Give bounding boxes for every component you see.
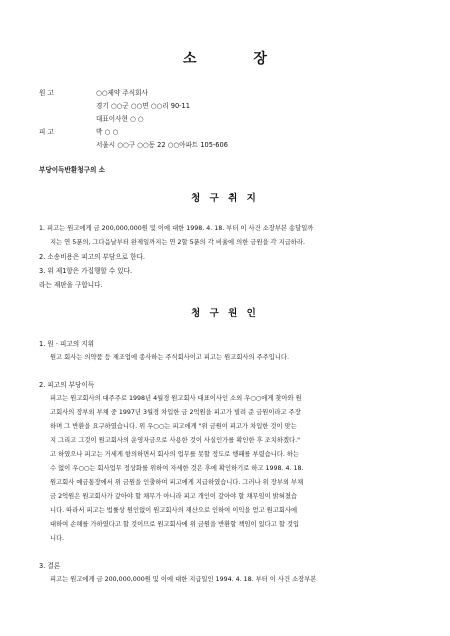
section-line: 대하여 손해를 가하였다고 할 것이므로 원고회사에 위 금원을 반환할 책임이 있다고 할 것입	[50, 521, 300, 528]
claim-line: 라는 재판을 구합니다.	[39, 281, 103, 289]
section-line: 지 그리고 그것이 원고회사의 운영자금으로 사용한 것이 사실인가를 확인한 후 조치하겠다."	[50, 437, 300, 444]
section-line: 니다. 따라서 피고는 법률상 원인없이 원고회사의 재산으로 인하여 이익을 얻고 원고회사에	[50, 507, 298, 514]
plaintiff-address: 경기 ○○군 ○○면 ○○리 90-11	[96, 102, 190, 110]
defendant-name: 박 ○ ○	[96, 128, 119, 136]
plaintiff-representative: 대표이사현 ○ ○	[96, 115, 144, 123]
defendant-address: 서울시 ○○구 ○○동 22 ○○아파트 105-606	[96, 141, 228, 149]
section-line: 피고는 원고에게 금 200,000,000원 및 이에 대한 지급일인 1994. 4. 18. 부터 이 사건 소장부본	[50, 576, 317, 583]
section-line: 수 없이 우○○는 회사업무 정상화를 위하여 자세한 것은 후에 확인하기로 하고 1998. 4. 18.	[50, 465, 304, 472]
cause-heading: 청 구 원 인	[191, 308, 259, 319]
section-heading: 2. 피고의 부당이득	[39, 381, 95, 389]
section-heading: 1. 원 · 피고의 지위	[39, 340, 94, 348]
defendant-label: 피 고	[39, 128, 54, 136]
case-name: 부당이득반환청구의 소	[39, 166, 105, 174]
plaintiff-label: 원 고	[39, 89, 54, 97]
section-line: 피고는 원고회사의 대주주로 1998년 4월경 원고회사 대표이사인 소외 우○○에게 찾아와 원	[50, 395, 302, 402]
section-heading: 3. 결론	[39, 562, 61, 570]
section-line: 니다.	[50, 535, 65, 542]
section-line: 원고회사 예금통장에서 위 금원을 인출하여 피고에게 지급하였습니다. 그러나 위 장부외 부채	[50, 479, 304, 486]
document-title: 소 장	[183, 51, 293, 67]
claim-line: 1. 피고는 원고에게 금 200,000,000원 및 이에 대한 1998. 4. 18. 부터 이 사건 소장부본 송달일까	[39, 225, 314, 232]
section-line: 하며 그 반환을 요구하였습니다. 위 우○○는 피고에게 "위 금원이 피고가 차입한 것이 맞는	[50, 423, 297, 430]
claim-line: 2. 소송비용은 피고의 부담으로 한다.	[39, 253, 145, 261]
section-line: 금 2억원은 원고회사가 갚아야 할 채무가 아니라 피고 개인이 갚아야 할 채무임이 밝혀졌습	[50, 493, 298, 500]
claim-line: 3. 위 제1항은 가집행할 수 있다.	[39, 267, 133, 275]
plaintiff-name: ○○제약 주식회사	[96, 89, 148, 97]
claim-heading: 청 구 취 지	[191, 193, 259, 204]
section-line: 고회사의 장부외 부채 중 1997년 3월경 차입한 금 2억원을 피고가 빌려 준 금원이라고 주장	[50, 409, 301, 416]
section-line: 원고 회사는 의약품 등 제조업에 종사하는 주식회사이고 피고는 원고회사의 주주입니다.	[50, 354, 289, 361]
claim-line: 지는 연 5푼의, 그다음날부터 완제일까지는 연 2할 5푼의 각 비율에 의한 금원을 각 지급하라.	[50, 239, 305, 246]
section-line: 고 하였으나 피고는 거세게 항의하면서 회사의 업무를 못할 정도로 행패를 부렸습니다. 하는	[50, 451, 300, 458]
